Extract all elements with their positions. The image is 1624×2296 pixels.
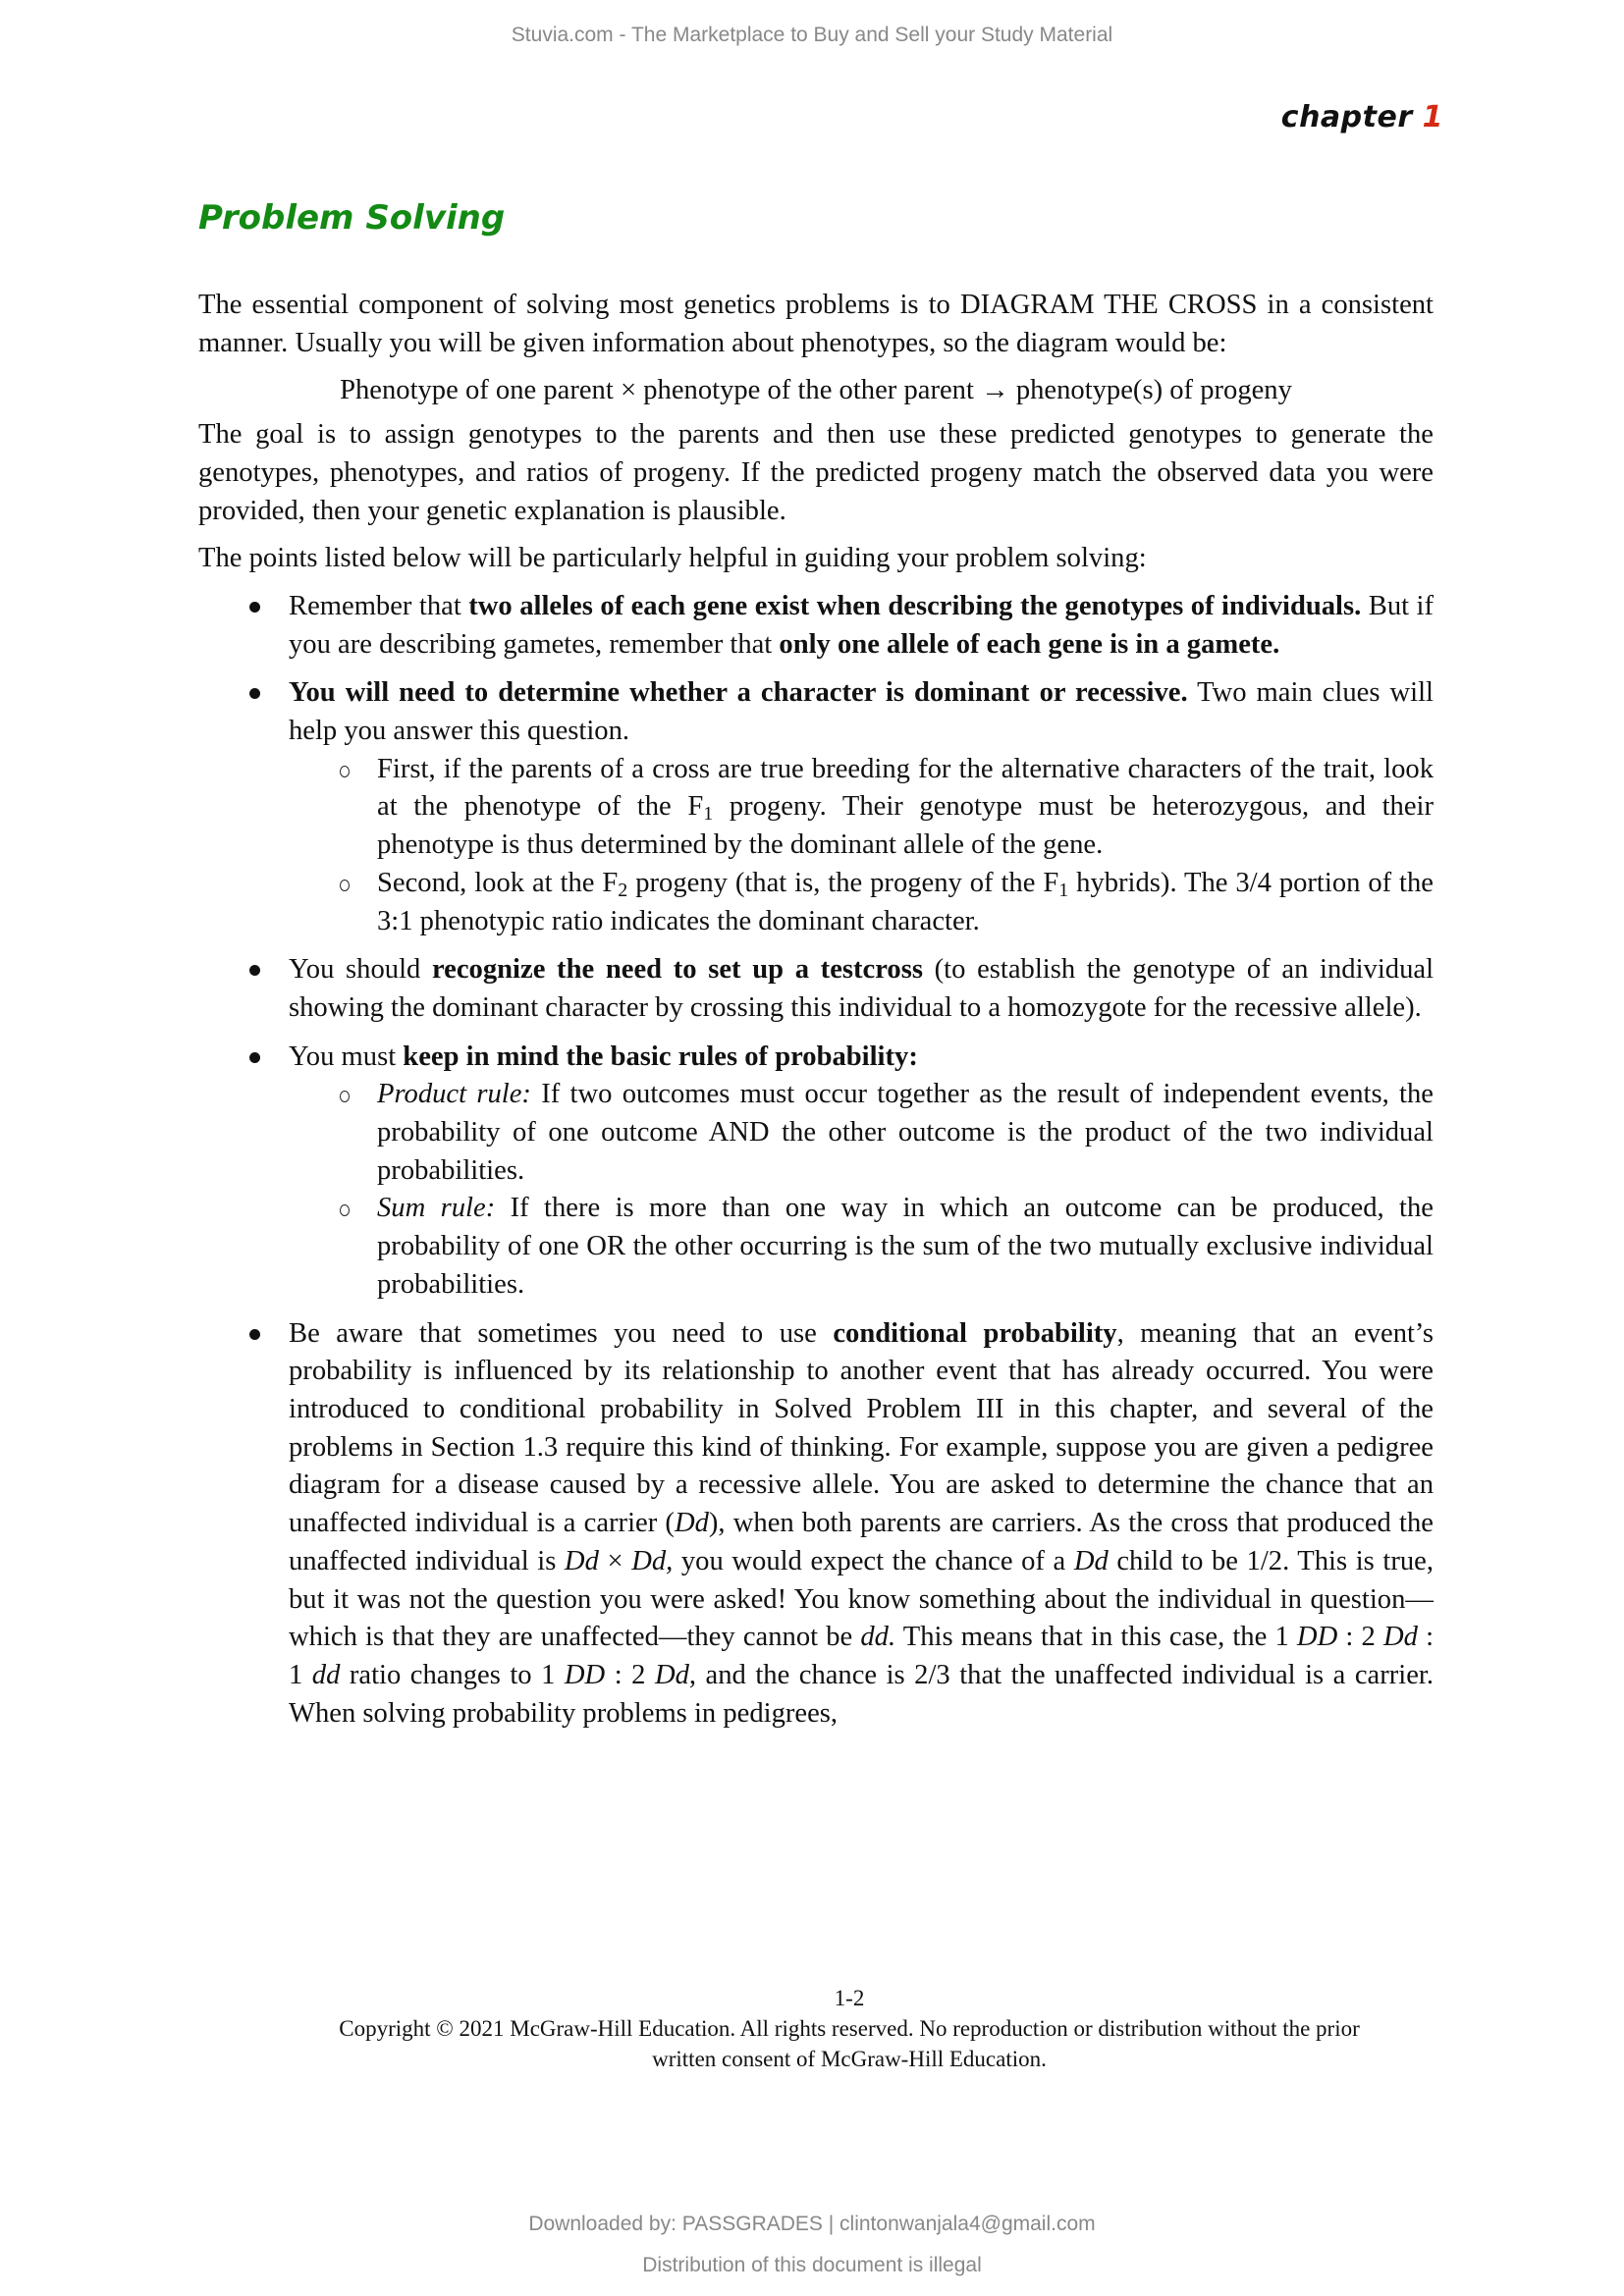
sub-list [289, 1076, 1434, 1304]
sub-list-item: Second, look at the $F_2$ progeny (that is, the progeny of the $F_1$ hybrids). The 3/4 portion of the 3:1 phenotypic ratio indicates the dominant character. [289, 865, 1434, 940]
goal-paragraph: The goal is to assign genotypes to the parents and then use these predicted genotypes to generate the genotypes, phenotypes, and ratios of progeny. If the predicted progeny match the observed data you were provided, then your genetic explanation is plausible. [198, 419, 1434, 526]
cross-symbol: × [620, 375, 637, 406]
bullet-icon [249, 965, 260, 976]
bullet-icon [249, 688, 260, 699]
bullet-icon [249, 1052, 260, 1063]
distribution-warning: Distribution of this document is illegal [642, 2254, 982, 2276]
chapter-word: chapter [1280, 100, 1413, 134]
list-item: You must keep in mind the basic rules of probability: Product rule: If two outcomes must occur together as the result of independent events, the probability of one outcome AND the other outcome is the product of the two individual probabilities. Sum rule: If there is more than one way in which an outcome can be produced, the probability of one OR the other occurring is the sum of the two mutually exclusive individual probabilities. [179, 1039, 1434, 1305]
list-item: You will need to determine whether a character is dominant or recessive. Two main clues will help you answer this question. First, if the parents of a cross are true breeding for the alternative characters of the trait, look at the phenotype of the $F_1$ progeny. Their genotype must be heterozygous, and their phenotype is thus determined by the dominant allele of the gene. Second, look at the $F_2$ progeny (that is, the progeny of the $F_1$ hybrids). The 3/4 portion of the 3:1 phenotypic ratio indicates the dominant character. [179, 674, 1434, 940]
points-intro: The points listed below will be particularly helpful in guiding your problem solving: [198, 543, 1147, 574]
sub-list [289, 751, 1434, 941]
page-footer [236, 1983, 1463, 2074]
page-number: 1-2 [834, 1986, 865, 2010]
downloaded-by-watermark: Downloaded by: PASSGRADES | clintonwanjala4@gmail.com [528, 2213, 1096, 2235]
points-list [198, 588, 1434, 1733]
list-item: Remember that two alleles of each gene exist when describing the genotypes of individuals. But if you are describing gametes, remember that only one allele of each gene is in a gamete. [179, 588, 1434, 664]
bullet-icon [249, 602, 260, 613]
stuvia-watermark: Stuvia.com - The Marketplace to Buy and Sell your Study Material [511, 24, 1113, 46]
chapter-label [1281, 100, 1443, 134]
cross-diagram-formula [198, 372, 1434, 410]
chapter-number: 1 [1422, 100, 1443, 134]
arrow-icon: → [981, 375, 1009, 406]
list-item: You should recognize the need to set up a testcross (to establish the genotype of an individual showing the dominant character by crossing this individual to a homozygote for the recessive allele). [179, 951, 1434, 1027]
sub-list-item: Product rule: If two outcomes must occur together as the result of independent events, the probability of one outcome AND the other outcome is the product of the two individual probabilities. [289, 1076, 1434, 1190]
sub-list-item: First, if the parents of a cross are true breeding for the alternative characters of the trait, look at the phenotype of the $F_1$ progeny. Their genotype must be heterozygous, and their phenotype is thus determined by the dominant allele of the gene. [289, 751, 1434, 865]
circle-bullet-icon [340, 1091, 350, 1102]
formula-middle: phenotype of the other parent [643, 375, 974, 406]
bullet-icon [249, 1329, 260, 1340]
copyright-line-1: Copyright © 2021 McGraw-Hill Education. All rights reserved. No reproduction or distribution without the prior [339, 2016, 1360, 2041]
circle-bullet-icon [340, 766, 350, 777]
section-title: Problem Solving [198, 198, 506, 238]
formula-left: Phenotype of one parent [340, 375, 614, 406]
document-body [198, 287, 1434, 1743]
formula-right: phenotype(s) of progeny [1015, 375, 1292, 406]
circle-bullet-icon [340, 880, 350, 891]
list-item: Be aware that sometimes you need to use conditional probability, meaning that an event’s probability is influenced by its relationship to another event that has already occurred. You were introduced to conditional probability in Solved Problem III in this chapter, and several of the problems in Section 1.3 require this kind of thinking. For example, suppose you are given a pedigree diagram for a disease caused by a recessive allele. You are asked to determine the chance that an unaffected individual is a carrier (Dd), when both parents are carriers. As the cross that produced the unaffected individual is Dd × Dd, you would expect the chance of a Dd child to be 1/2. This is true, but it was not the question you were asked! You know something about the individual in question—which is that they are unaffected—they cannot be dd. This means that in this case, the 1 DD : 2 Dd : 1 dd ratio changes to 1 DD : 2 Dd, and the chance is 2/3 that the unaffected individual is a carrier. When solving probability problems in pedigrees, [179, 1315, 1434, 1734]
intro-paragraph: The essential component of solving most genetics problems is to DIAGRAM THE CROSS in a consistent manner. Usually you will be given information about phenotypes, so the diagram would be: [198, 290, 1434, 358]
sub-list-item: Sum rule: If there is more than one way in which an outcome can be produced, the probability of one OR the other occurring is the sum of the two mutually exclusive individual probabilities. [289, 1190, 1434, 1304]
circle-bullet-icon [340, 1204, 350, 1216]
copyright-line-2: written consent of McGraw-Hill Education. [652, 2047, 1047, 2071]
